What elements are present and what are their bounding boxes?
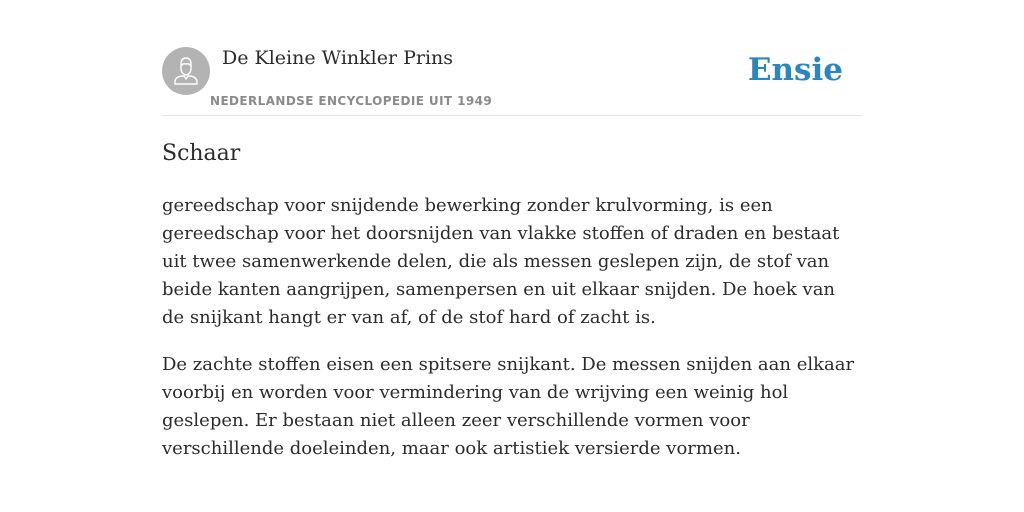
article-paragraph: De zachte stoffen eisen een spitsere snijkant. De messen snijden aan elkaar voorbij en worden voor vermindering van de wrijving een weinig hol geslepen. Er bestaan niet alleen zeer verschillende vormen voor verschillende doeleinden, maar ook artistiek versierde vormen. [162,354,855,459]
source-subtitle: NEDERLANDSE ENCYCLOPEDIE UIT 1949 [210,94,493,108]
article-paragraph: gereedschap voor snijdende bewerking zonder krulvorming, is een gereedschap voor het doorsnijden van vlakke stoffen of draden en bestaat uit twee samenwerkende delen, die als messen geslepen zijn, de stof van beide kanten aangrijpen, samenpersen en uit elkaar snijden. De hoek van de snijkant hangt er van af, of de stof hard of zacht is. [162,195,840,328]
source-name[interactable]: De Kleine Winkler Prins [222,47,454,69]
source-header [162,46,862,116]
article-title: Schaar [162,141,241,166]
brand-logo[interactable]: Ensie [747,52,843,88]
source-avatar[interactable] [162,47,210,95]
user-silhouette-icon [162,47,210,95]
article-body [162,192,862,482]
